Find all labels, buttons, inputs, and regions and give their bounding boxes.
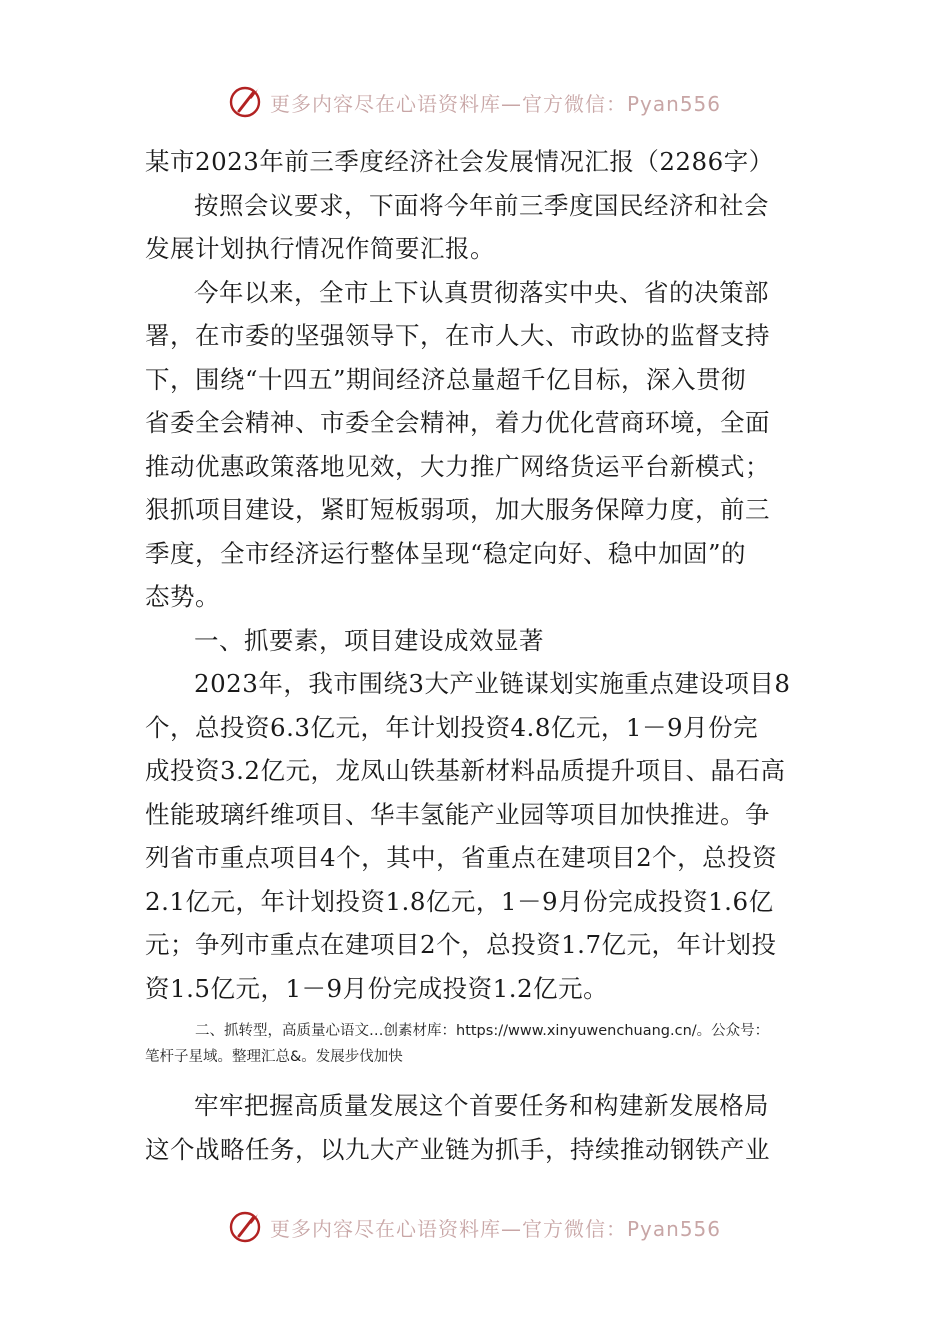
- text-line: 这个战略任务，以九大产业链为抓手，持续推动钢铁产业: [145, 1134, 770, 1164]
- text-line: 狠抓项目建设，紧盯短板弱项，加大服务保障力度，前三: [145, 495, 770, 524]
- watermark-banner-top: [228, 82, 721, 122]
- text-line: 态势。: [145, 582, 220, 611]
- paragraph-intro: [145, 184, 810, 271]
- text-line: 发展计划执行情况作简要汇报。: [145, 234, 495, 263]
- paragraph-transformation: [145, 1084, 810, 1171]
- text-line: 省委全会精神、市委全会精神，着力优化营商环境，全面: [145, 408, 770, 437]
- quill-logo-icon: [228, 84, 264, 120]
- watermark-banner-bottom: [228, 1207, 721, 1247]
- note-line: 笔杆子星域。整理汇总&。发展步伐加快: [145, 1049, 403, 1065]
- text-line: 2.1亿元，年计划投资1.8亿元，1－9月份完成投资1.6亿: [145, 886, 774, 916]
- text-line: 列省市重点项目4个，其中，省重点在建项目2个，总投资: [145, 843, 778, 872]
- text-line: 2023年，我市围绕3大产业链谋划实施重点建设项目8: [194, 669, 791, 698]
- text-line: 推动优惠政策落地见效，大力推广网络货运平台新模式；: [145, 451, 770, 481]
- document-body: [145, 140, 810, 1171]
- text-line: 资1.5亿元，1－9月份完成投资1.2亿元。: [145, 973, 609, 1003]
- quill-logo-icon: [228, 1209, 264, 1245]
- text-line: 下，围绕“十四五”期间经济总量超千亿目标，深入贯彻: [145, 364, 747, 394]
- note-line: 二、抓转型，高质量心语文…创素材库：https://www.xinyuwenchuang.cn/。公众号：: [195, 1023, 770, 1039]
- text-line: 署，在市委的坚强领导下，在市人大、市政协的监督支持: [145, 321, 770, 350]
- text-line: 按照会议要求，下面将今年前三季度国民经济和社会: [194, 190, 769, 220]
- text-line: 成投资3.2亿元，龙凤山铁基新材料品质提升项目、晶石高: [145, 756, 786, 785]
- document-title: 某市2023年前三季度经济社会发展情况汇报（2286字）: [145, 147, 774, 176]
- paragraph-overview: [145, 271, 810, 619]
- watermark-text: 更多内容尽在心语资料库—官方微信：Pyan556: [270, 1216, 722, 1241]
- paragraph-projects: [145, 662, 810, 1010]
- source-note: [145, 1018, 810, 1070]
- text-line: 今年以来，全市上下认真贯彻落实中央、省的决策部: [194, 277, 769, 307]
- section-heading: 一、抓要素，项目建设成效显著: [194, 625, 544, 655]
- text-line: 季度，全市经济运行整体呈现“稳定向好、稳中加固”的: [145, 538, 747, 568]
- text-line: 个，总投资6.3亿元，年计划投资4.8亿元，1－9月份完: [145, 712, 759, 742]
- text-line: 性能玻璃纤维项目、华丰氢能产业园等项目加快推进。争: [145, 799, 770, 829]
- text-line: 牢牢把握高质量发展这个首要任务和构建新发展格局: [194, 1091, 769, 1120]
- watermark-text: 更多内容尽在心语资料库—官方微信：Pyan556: [270, 91, 722, 116]
- text-line: 元；争列市重点在建项目2个，总投资1.7亿元，年计划投: [145, 930, 777, 959]
